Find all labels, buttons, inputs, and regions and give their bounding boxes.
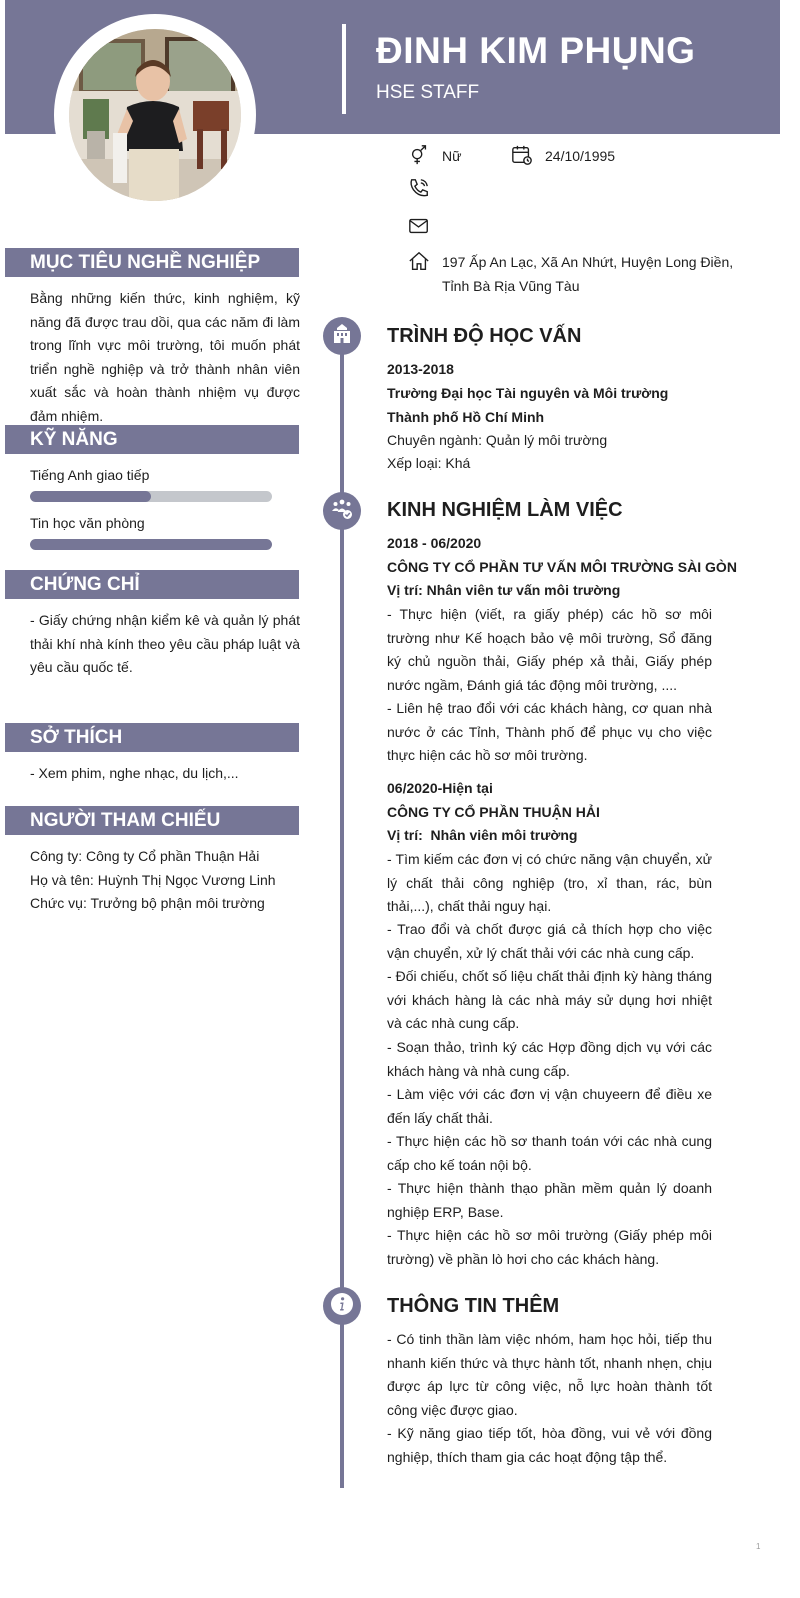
skill-label: Tin học văn phòng bbox=[30, 515, 145, 531]
skill-bar bbox=[30, 491, 272, 502]
skill-bar-fill bbox=[30, 539, 272, 550]
additional-item: - Kỹ năng giao tiếp tốt, hòa đồng, vui vẻ với đồng nghiệp, thích tham gia các hoạt động tập thể. bbox=[387, 1425, 712, 1465]
job-duty: - Đối chiếu, chốt số liệu chất thải định kỳ hàng tháng với khách hàng là các nhà máy sử dụng hơi nhiệt và các nhà cung cấp. bbox=[387, 968, 712, 1031]
objective-text: Bằng những kiến thức, kinh nghiệm, kỹ năng đã được trau dồi, qua các năm đi làm trong lĩnh vực môi trường, tôi muốn phát triển nghề nghiệp và trở thành nhân viên xuất sắc và hoàn thành nhiệm vụ được đảm nhiệm. bbox=[30, 290, 300, 424]
birthday-value: 24/10/1995 bbox=[545, 148, 616, 164]
job-duty: - Thực hiện (viết, ra giấy phép) các hồ sơ môi trường như Kế hoạch bảo vệ môi trường, Sổ đăng ký chủ nguồn thải, Giấy phép xả thải, Giấy phép nước ngầm, Đánh giá tác động môi trường, .... bbox=[387, 606, 712, 693]
info-icon bbox=[330, 1292, 354, 1321]
additional-badge bbox=[323, 1287, 361, 1325]
hobbies-heading: SỞ THÍCH bbox=[5, 723, 299, 752]
job-period: 2018 - 06/2020 bbox=[387, 535, 482, 551]
header-divider bbox=[342, 24, 346, 114]
education-badge bbox=[323, 317, 361, 355]
job-duty: - Thực hiện các hồ sơ thanh toán với các nhà cung cấp cho kế toán nội bộ. bbox=[387, 1133, 712, 1173]
job-duty: - Làm việc với các đơn vị vận chuyeern để điều xe đến lấy chất thải. bbox=[387, 1086, 712, 1126]
experience-badge bbox=[323, 492, 361, 530]
additional-heading: THÔNG TIN THÊM bbox=[387, 1295, 560, 1317]
references-heading: NGƯỜI THAM CHIẾU bbox=[5, 806, 299, 835]
job-duty: - Soạn thảo, trình ký các Hợp đồng dịch vụ với các khách hàng và nhà cung cấp. bbox=[387, 1039, 712, 1079]
phone-icon bbox=[408, 177, 432, 201]
education-heading: TRÌNH ĐỘ HỌC VẤN bbox=[387, 325, 582, 347]
education-rank: Xếp loại: Khá bbox=[387, 455, 471, 471]
job-period: 06/2020-Hiện tại bbox=[387, 780, 493, 796]
school-icon bbox=[330, 322, 354, 351]
candidate-name: ĐINH KIM PHỤNG bbox=[376, 30, 696, 71]
education-major: Chuyên ngành: Quản lý môi trường bbox=[387, 432, 608, 448]
page-number: 1 bbox=[756, 1542, 761, 1551]
calendar-icon bbox=[511, 144, 535, 168]
job-company: CÔNG TY CỔ PHẦN THUẬN HẢI bbox=[387, 804, 600, 820]
email-icon bbox=[408, 215, 432, 239]
contact-email bbox=[408, 215, 442, 239]
avatar bbox=[69, 29, 241, 201]
job-company: CÔNG TY CỔ PHẦN TƯ VẤN MÔI TRƯỜNG SÀI GÒN bbox=[387, 559, 737, 575]
gender-icon bbox=[408, 144, 432, 168]
skill-label: Tiếng Anh giao tiếp bbox=[30, 467, 150, 483]
reference-name: Họ và tên: Huỳnh Thị Ngọc Vương Linh bbox=[30, 872, 276, 888]
experience-heading: KINH NGHIỆM LÀM VIỆC bbox=[387, 499, 623, 521]
avatar-photo bbox=[69, 29, 241, 201]
contact-gender bbox=[408, 144, 461, 168]
reference-company: Công ty: Công ty Cổ phần Thuận Hải bbox=[30, 848, 260, 864]
certificates-text: - Giấy chứng nhận kiểm kê và quản lý phát thải khí nhà kính theo yêu cầu pháp luật và yêu cầu quốc tế. bbox=[30, 612, 300, 675]
skill-bar bbox=[30, 539, 272, 550]
job-duty: - Trao đổi và chốt được giá cả thích hợp cho việc vận chuyển, xử lý chất thải với các nhà cung cấp. bbox=[387, 921, 712, 961]
home-icon bbox=[408, 250, 432, 274]
gender-value: Nữ bbox=[442, 148, 462, 164]
hobbies-text: - Xem phim, nghe nhạc, du lịch,... bbox=[30, 765, 239, 781]
job-duty: - Liên hệ trao đổi với các khách hàng, cơ quan nhà nước ở các Tỉnh, Thành phố để phục vụ cho việc thực hiện các hồ sơ môi trường. bbox=[387, 700, 712, 763]
job-position: Vị trí: Nhân viên môi trường bbox=[387, 827, 578, 843]
address-value: 197 Ấp An Lạc, Xã An Nhứt, Huyện Long Điền, Tỉnh Bà Rịa Vũng Tàu bbox=[442, 254, 734, 294]
job-duty: - Thực hiện các hồ sơ môi trường (Giấy phép môi trường) về phần lò hơi cho các khách hàng. bbox=[387, 1227, 712, 1267]
objective-heading: MỤC TIÊU NGHỀ NGHIỆP bbox=[5, 248, 299, 277]
team-icon bbox=[329, 496, 355, 527]
job-duty: - Tìm kiếm các đơn vị có chức năng vận chuyển, xử lý chất thải công nghiệp (tro, xỉ than, rác, bùn thải,...), chất thải nguy hại. bbox=[387, 851, 712, 914]
job-position: Vị trí: Nhân viên tư vấn môi trường bbox=[387, 582, 621, 598]
education-school: Trường Đại học Tài nguyên và Môi trường Thành phố Hồ Chí Minh bbox=[387, 385, 669, 425]
certificates-heading: CHỨNG CHỈ bbox=[5, 570, 299, 599]
education-period: 2013-2018 bbox=[387, 361, 454, 377]
reference-position: Chức vụ: Trưởng bộ phận môi trường bbox=[30, 895, 265, 911]
skills-heading: KỸ NĂNG bbox=[5, 425, 299, 454]
additional-item: - Có tinh thần làm việc nhóm, ham học hỏi, tiếp thu nhanh kiến thức và thực hành tốt, nhanh nhẹn, chịu được áp lực từ công việc, nỗ lực hoàn thành tốt công việc được giao. bbox=[387, 1331, 712, 1418]
job-title: HSE STAFF bbox=[376, 82, 480, 103]
skill-bar-fill bbox=[30, 491, 151, 502]
contact-address bbox=[408, 250, 758, 298]
job-duty: - Thực hiện thành thạo phần mềm quản lý doanh nghiệp ERP, Base. bbox=[387, 1180, 712, 1220]
contact-phone bbox=[408, 177, 442, 201]
contact-birthday bbox=[511, 144, 615, 168]
